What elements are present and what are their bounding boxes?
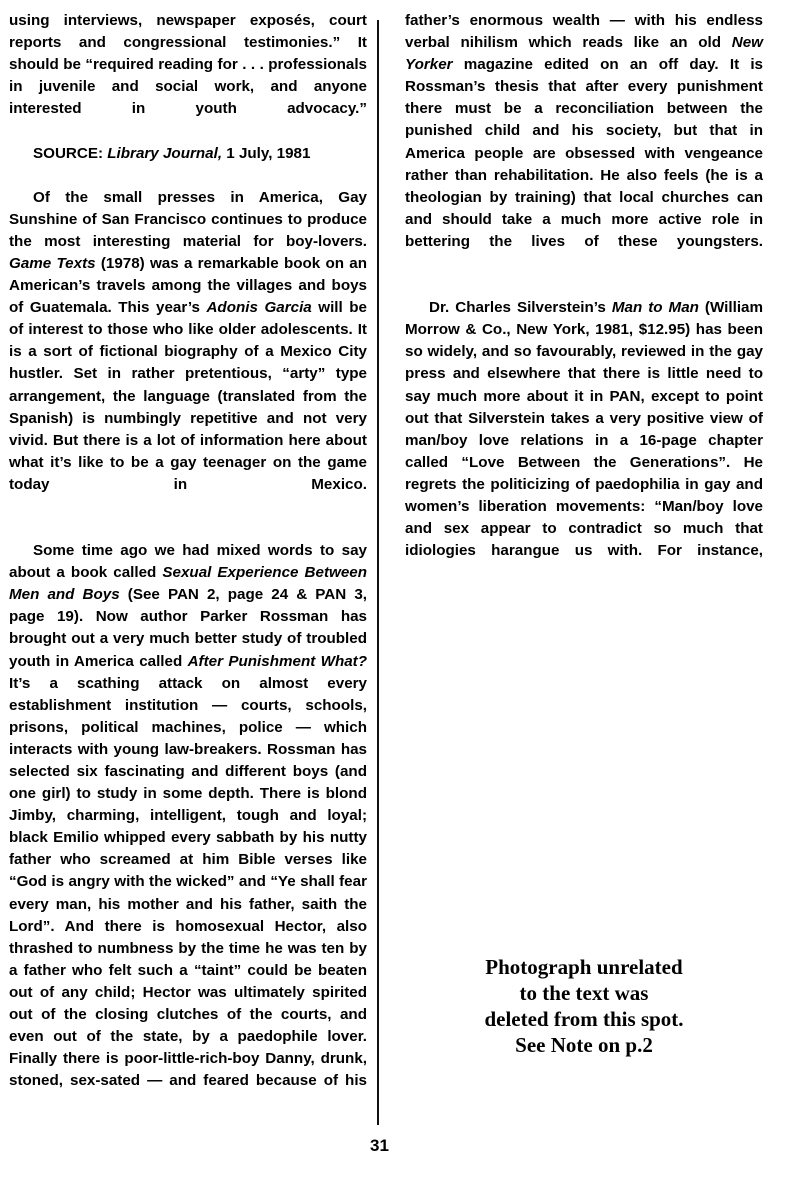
left-column [9, 10, 367, 1115]
paragraph-review-quote-continued: using interviews, newspaper exposés, court reports and congressional testimonies.” It should be “required reading for . . . professionals in juvenile and social work, and anyone interested in youth advocacy.” [9, 12, 367, 118]
paragraph-rossman-continued: father’s enormous wealth — with his endless verbal nihilism which reads like an old New Yorker magazine edited on an off day. It is Rossman’s thesis that after every punishment there must be a reconciliation between the punished child and his society, but that in America people are obsessed with vengeance rather than rehabilitation. He also feels (he is a theologian by training) that local churches can and should take a much more active role in bettering the lives of these youngsters. [405, 12, 763, 250]
deleted-photo-note-line-2: to the text was [519, 981, 649, 1005]
italic-title: New Yorker [405, 34, 763, 74]
italic-title: Game Texts [9, 254, 96, 272]
deleted-photo-note-line-1: Photograph unrelated [485, 955, 683, 979]
deleted-photo-note [405, 954, 763, 1058]
italic-title: Adonis Garcia [206, 299, 312, 317]
italic-title: Sexual Experience Between Men and Boys [9, 564, 367, 604]
italic-title: Library Journal, [107, 144, 223, 162]
deleted-photo-note-line-3: deleted from this spot. [484, 1007, 684, 1031]
paragraph-source-line: SOURCE: Library Journal, 1 July, 1981 [33, 144, 311, 162]
page-number: 31 [370, 1136, 389, 1155]
paragraph-gay-sunshine-press: Of the small presses in America, Gay Sunshine of San Francisco continues to produce the most interesting material for boy-lovers. Game Texts (1978) was a remarkable book on an American’s travels among the villages and boys of Guatemala. This year’s Adonis Garcia will be of interest to those who like older adolescents. It is a sort of fictional biography of a Mexico City hustler. Set in rather pretentious, “arty” type arrangement, the language (translated from the Spanish) is numbingly repetitive and not very vivid. But there is a lot of information here about what it’s like to be a gay teenager on the game today in Mexico. [9, 188, 368, 493]
italic-title: After Punishment What? [187, 652, 367, 670]
deleted-photo-note-line-4: See Note on p.2 [515, 1033, 653, 1057]
right-column [405, 10, 763, 584]
paragraph-rossman-after-punishment: Some time ago we had mixed words to say about a book called Sexual Experience Between Men and Boys (See PAN 2, page 24 & PAN 3, page 19). Now author Parker Rossman has brought out a very much better study of troubled youth in America called After Punishment What? It’s a scathing attack on almost every establishment institution — courts, schools, prisons, political machines, police — which interacts with young law-breakers. Rossman has selected six fascinating and different boys (and one girl) to study in some depth. There is blond Jimby, charming, intelligent, tough and loyal; black Emilio whipped every sabbath by his nutty father who screamed at him Bible verses like “God is angry with the wicked” and “Ye shall fear every man, his mother and his father, saith the Lord”. And there is homosexual Hector, also thrashed to numbness by the time he was ten by a father who felt such a “taint” could be beaten out of any child; Hector was ultimately spirited out of the closing clutches of the courts, and even out of the state, by a paedophile lover. Finally there is poor-little-rich-boy Danny, drunk, stoned, sex-sated — and feared because of his [9, 542, 367, 1090]
paragraph-silverstein-man-to-man: Dr. Charles Silverstein’s Man to Man (William Morrow & Co., New York, 1981, $12.95) has been so widely, and so favourably, reviewed in the gay press and elsewhere that there is little need to say much more about it in PAN, except to point out that Silverstein takes a very positive view of man/boy love relations in a 16-page chapter called “Love Between the Generations”. He regrets the politicizing of paedophilia in gay and women’s liberation movements: “Man/boy love and sex appear to contradict so much that idiologies harangue us with. For instance, [405, 299, 763, 560]
column-divider-rule [377, 20, 379, 1125]
italic-title: Man to Man [611, 299, 699, 317]
